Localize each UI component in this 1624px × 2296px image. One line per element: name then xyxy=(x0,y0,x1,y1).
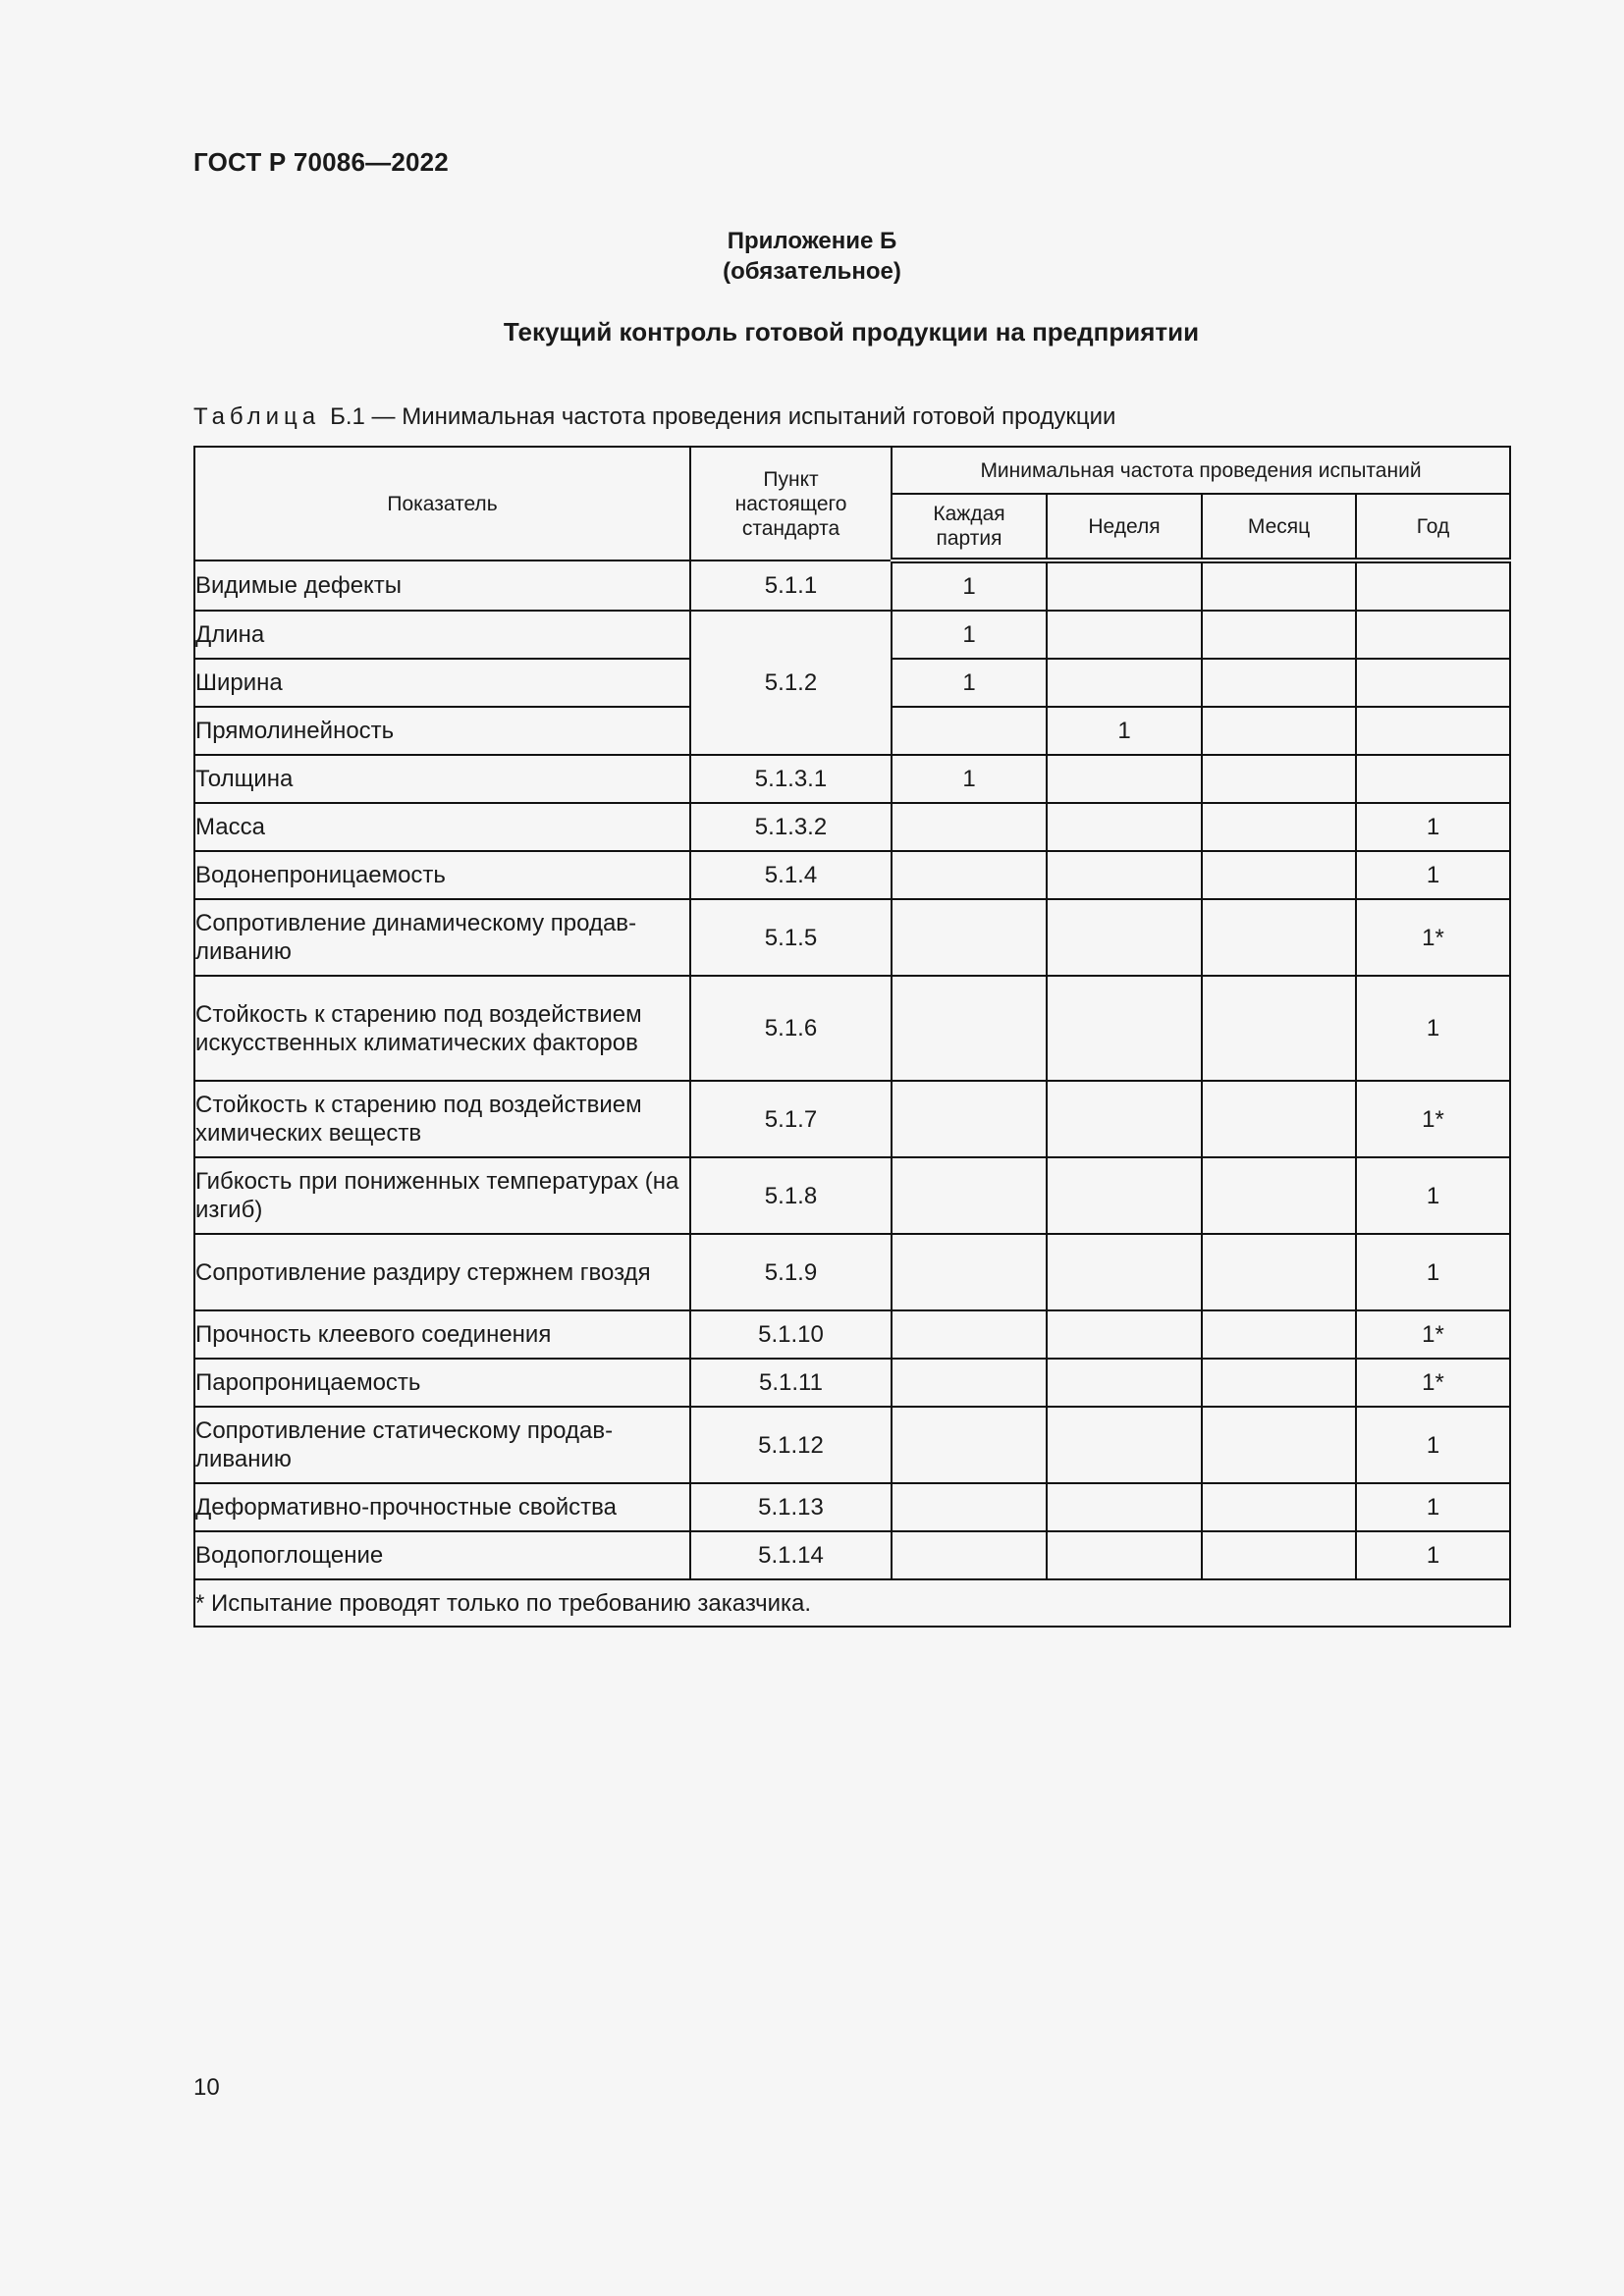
month-cell xyxy=(1202,1234,1356,1310)
week-cell xyxy=(1047,1081,1202,1157)
clause-cell: 5.1.8 xyxy=(690,1157,892,1234)
week-cell xyxy=(1047,561,1202,611)
indicator-cell: Толщина xyxy=(194,755,690,803)
month-cell xyxy=(1202,1407,1356,1483)
year-cell: 1 xyxy=(1356,1483,1510,1531)
table-row xyxy=(194,611,1510,659)
clause-cell: 5.1.12 xyxy=(690,1407,892,1483)
clause-cell: 5.1.1 xyxy=(690,561,892,611)
week-cell xyxy=(1047,976,1202,1081)
section-title: Текущий контроль готовой продукции на предприятии xyxy=(503,317,1200,347)
indicator-cell: Масса xyxy=(194,803,690,851)
batch-cell xyxy=(892,1531,1047,1579)
week-cell xyxy=(1047,755,1202,803)
year-cell xyxy=(1356,611,1510,659)
week-cell xyxy=(1047,1531,1202,1579)
batch-cell: 1 xyxy=(892,561,1047,611)
week-cell xyxy=(1047,803,1202,851)
batch-cell xyxy=(892,1234,1047,1310)
week-cell xyxy=(1047,1483,1202,1531)
year-cell: 1 xyxy=(1356,803,1510,851)
table-caption-label: Таблица xyxy=(193,403,321,430)
table-row xyxy=(194,803,1510,851)
batch-cell xyxy=(892,707,1047,755)
header-indicator: Показатель xyxy=(194,447,690,561)
year-cell xyxy=(1356,707,1510,755)
clause-cell: 5.1.2 xyxy=(690,611,892,755)
table-row xyxy=(194,1359,1510,1407)
batch-cell xyxy=(892,803,1047,851)
table-row xyxy=(194,899,1510,976)
table-row xyxy=(194,1157,1510,1234)
indicator-cell: Сопротивление статическому продавливанию xyxy=(194,1407,690,1483)
header-each-batch: Каждая партия xyxy=(892,494,1047,561)
week-cell xyxy=(1047,899,1202,976)
batch-cell xyxy=(892,1310,1047,1359)
indicator-cell: Стойкость к старению под воздействием искусственных климатических факторов xyxy=(194,976,690,1081)
appendix-status: (обязательное) xyxy=(723,258,901,285)
week-cell xyxy=(1047,1359,1202,1407)
indicator-cell: Гибкость при пониженных температурах (на изгиб) xyxy=(194,1157,690,1234)
indicator-cell: Паропроницаемость xyxy=(194,1359,690,1407)
week-cell: 1 xyxy=(1047,707,1202,755)
indicator-cell: Водопоглощение xyxy=(194,1531,690,1579)
appendix-title: Приложение Б xyxy=(727,228,897,254)
month-cell xyxy=(1202,899,1356,976)
year-cell: 1* xyxy=(1356,1310,1510,1359)
clause-cell: 5.1.5 xyxy=(690,899,892,976)
month-cell xyxy=(1202,755,1356,803)
batch-cell xyxy=(892,851,1047,899)
table-row xyxy=(194,1531,1510,1579)
clause-cell: 5.1.14 xyxy=(690,1531,892,1579)
year-cell xyxy=(1356,561,1510,611)
indicator-cell: Деформативно-прочностные свойства xyxy=(194,1483,690,1531)
week-cell xyxy=(1047,1310,1202,1359)
month-cell xyxy=(1202,851,1356,899)
month-cell xyxy=(1202,561,1356,611)
week-cell xyxy=(1047,851,1202,899)
batch-cell xyxy=(892,1157,1047,1234)
table-row xyxy=(194,1310,1510,1359)
year-cell: 1 xyxy=(1356,1407,1510,1483)
year-cell xyxy=(1356,659,1510,707)
indicator-cell: Сопротивление динамическому продавливанию xyxy=(194,899,690,976)
indicator-cell: Стойкость к старению под воздействием химических веществ xyxy=(194,1081,690,1157)
indicator-cell: Ширина xyxy=(194,659,690,707)
table-row xyxy=(194,1407,1510,1483)
batch-cell xyxy=(892,976,1047,1081)
indicator-cell: Прочность клеевого соединения xyxy=(194,1310,690,1359)
year-cell: 1 xyxy=(1356,1234,1510,1310)
week-cell xyxy=(1047,611,1202,659)
week-cell xyxy=(1047,1234,1202,1310)
document-code: ГОСТ Р 70086—2022 xyxy=(193,147,449,177)
clause-cell: 5.1.11 xyxy=(690,1359,892,1407)
header-frequency: Минимальная частота проведения испытаний xyxy=(892,447,1510,494)
week-cell xyxy=(1047,1407,1202,1483)
year-cell: 1 xyxy=(1356,976,1510,1081)
indicator-cell: Водонепроницаемость xyxy=(194,851,690,899)
year-cell xyxy=(1356,755,1510,803)
batch-cell xyxy=(892,1081,1047,1157)
table-row xyxy=(194,1483,1510,1531)
month-cell xyxy=(1202,1310,1356,1359)
month-cell xyxy=(1202,1359,1356,1407)
month-cell xyxy=(1202,1157,1356,1234)
table-row xyxy=(194,976,1510,1081)
month-cell xyxy=(1202,707,1356,755)
table-row xyxy=(194,1081,1510,1157)
indicator-cell: Длина xyxy=(194,611,690,659)
clause-cell: 5.1.13 xyxy=(690,1483,892,1531)
table-row xyxy=(194,561,1510,611)
year-cell: 1 xyxy=(1356,1531,1510,1579)
indicator-cell: Видимые дефекты xyxy=(194,561,690,611)
table-row xyxy=(194,1234,1510,1310)
clause-cell: 5.1.4 xyxy=(690,851,892,899)
batch-cell: 1 xyxy=(892,611,1047,659)
table-footnote: * Испытание проводят только по требованию заказчика. xyxy=(194,1579,1510,1627)
batch-cell: 1 xyxy=(892,659,1047,707)
table-footnote-row xyxy=(194,1579,1510,1627)
month-cell xyxy=(1202,659,1356,707)
clause-cell: 5.1.3.1 xyxy=(690,755,892,803)
page-number: 10 xyxy=(193,2074,220,2101)
header-clause: Пункт настоящего стандарта xyxy=(690,447,892,561)
clause-cell: 5.1.10 xyxy=(690,1310,892,1359)
year-cell: 1* xyxy=(1356,1081,1510,1157)
month-cell xyxy=(1202,1531,1356,1579)
table-caption xyxy=(193,403,1115,431)
batch-cell xyxy=(892,1407,1047,1483)
year-cell: 1 xyxy=(1356,1157,1510,1234)
month-cell xyxy=(1202,976,1356,1081)
clause-cell: 5.1.7 xyxy=(690,1081,892,1157)
month-cell xyxy=(1202,611,1356,659)
batch-cell xyxy=(892,1483,1047,1531)
header-month: Месяц xyxy=(1202,494,1356,561)
year-cell: 1* xyxy=(1356,1359,1510,1407)
table-caption-text: Б.1 — Минимальная частота проведения испытаний готовой продукции xyxy=(330,403,1116,430)
clause-cell: 5.1.3.2 xyxy=(690,803,892,851)
month-cell xyxy=(1202,1081,1356,1157)
frequency-table xyxy=(193,446,1511,1628)
clause-cell: 5.1.9 xyxy=(690,1234,892,1310)
batch-cell: 1 xyxy=(892,755,1047,803)
clause-cell: 5.1.6 xyxy=(690,976,892,1081)
month-cell xyxy=(1202,803,1356,851)
indicator-cell: Прямолинейность xyxy=(194,707,690,755)
indicator-cell: Сопротивление раздиру стержнем гвоздя xyxy=(194,1234,690,1310)
year-cell: 1 xyxy=(1356,851,1510,899)
year-cell: 1* xyxy=(1356,899,1510,976)
batch-cell xyxy=(892,899,1047,976)
week-cell xyxy=(1047,1157,1202,1234)
batch-cell xyxy=(892,1359,1047,1407)
table-row xyxy=(194,755,1510,803)
header-week: Неделя xyxy=(1047,494,1202,561)
week-cell xyxy=(1047,659,1202,707)
header-year: Год xyxy=(1356,494,1510,561)
appendix-heading xyxy=(0,226,1624,287)
month-cell xyxy=(1202,1483,1356,1531)
table-row xyxy=(194,851,1510,899)
